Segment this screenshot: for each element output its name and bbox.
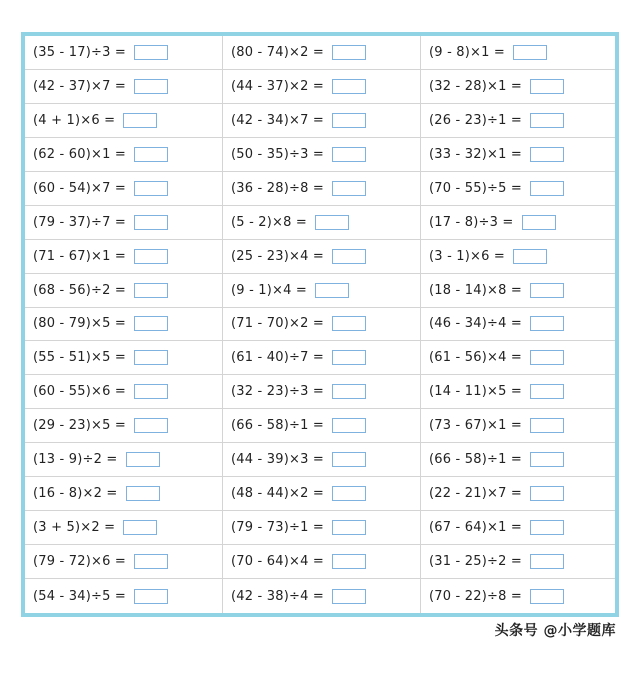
answer-box[interactable] xyxy=(332,520,366,535)
problem-cell xyxy=(223,443,421,477)
answer-box[interactable] xyxy=(332,316,366,331)
answer-box[interactable] xyxy=(315,215,349,230)
answer-box[interactable] xyxy=(530,316,564,331)
problem-expression: (9 - 8)×1 = xyxy=(429,44,506,60)
problem-expression: (79 - 73)÷1 = xyxy=(231,520,324,536)
problem-cell xyxy=(25,511,223,545)
problem-expression: (79 - 72)×6 = xyxy=(33,554,126,570)
problem-expression: (42 - 34)×7 = xyxy=(231,112,324,128)
problem-expression: (25 - 23)×4 = xyxy=(231,248,324,264)
problem-cell xyxy=(25,341,223,375)
problem-expression: (73 - 67)×1 = xyxy=(429,418,522,434)
problem-cell xyxy=(25,308,223,342)
problem-cell xyxy=(421,172,615,206)
problem-expression: (42 - 37)×7 = xyxy=(33,78,126,94)
problem-expression: (32 - 23)÷3 = xyxy=(231,384,324,400)
problem-expression: (32 - 28)×1 = xyxy=(429,78,522,94)
answer-box[interactable] xyxy=(332,79,366,94)
answer-box[interactable] xyxy=(315,283,349,298)
problem-cell xyxy=(421,477,615,511)
problem-cell xyxy=(223,341,421,375)
problem-expression: (80 - 79)×5 = xyxy=(33,316,126,332)
answer-box[interactable] xyxy=(530,520,564,535)
answer-box[interactable] xyxy=(513,249,547,264)
problem-expression: (4 + 1)×6 = xyxy=(33,112,116,128)
problem-cell xyxy=(223,172,421,206)
problem-expression: (14 - 11)×5 = xyxy=(429,384,522,400)
problem-grid xyxy=(25,36,615,613)
answer-box[interactable] xyxy=(332,113,366,128)
problem-expression: (16 - 8)×2 = xyxy=(33,486,118,502)
problem-cell xyxy=(223,545,421,579)
problem-cell xyxy=(25,375,223,409)
problem-cell xyxy=(421,443,615,477)
problem-cell xyxy=(25,138,223,172)
answer-box[interactable] xyxy=(126,452,160,467)
problem-expression: (71 - 67)×1 = xyxy=(33,248,126,264)
problem-cell xyxy=(25,240,223,274)
answer-box[interactable] xyxy=(332,147,366,162)
answer-box[interactable] xyxy=(530,554,564,569)
problem-expression: (80 - 74)×2 = xyxy=(231,44,324,60)
answer-box[interactable] xyxy=(134,350,168,365)
answer-box[interactable] xyxy=(530,350,564,365)
answer-box[interactable] xyxy=(530,283,564,298)
problem-expression: (67 - 64)×1 = xyxy=(429,520,522,536)
problem-expression: (54 - 34)÷5 = xyxy=(33,588,126,604)
problem-cell xyxy=(421,375,615,409)
problem-cell xyxy=(223,409,421,443)
problem-cell xyxy=(223,579,421,613)
problem-cell xyxy=(223,36,421,70)
answer-box[interactable] xyxy=(134,45,168,60)
problem-expression: (62 - 60)×1 = xyxy=(33,146,126,162)
problem-expression: (3 + 5)×2 = xyxy=(33,520,116,536)
answer-box[interactable] xyxy=(513,45,547,60)
problem-expression: (68 - 56)÷2 = xyxy=(33,282,126,298)
answer-box[interactable] xyxy=(332,418,366,433)
answer-box[interactable] xyxy=(530,589,564,604)
answer-box[interactable] xyxy=(134,589,168,604)
problem-expression: (70 - 55)÷5 = xyxy=(429,180,522,196)
answer-box[interactable] xyxy=(332,589,366,604)
problem-cell xyxy=(421,240,615,274)
answer-box[interactable] xyxy=(332,350,366,365)
problem-expression: (79 - 37)÷7 = xyxy=(33,214,126,230)
problem-expression: (46 - 34)÷4 = xyxy=(429,316,522,332)
problem-expression: (17 - 8)÷3 = xyxy=(429,214,514,230)
problem-expression: (31 - 25)÷2 = xyxy=(429,554,522,570)
worksheet-frame xyxy=(21,32,619,617)
answer-box[interactable] xyxy=(332,554,366,569)
problem-cell xyxy=(421,274,615,308)
answer-box[interactable] xyxy=(530,181,564,196)
problem-cell xyxy=(421,545,615,579)
problem-expression: (29 - 23)×5 = xyxy=(33,418,126,434)
problem-expression: (18 - 14)×8 = xyxy=(429,282,522,298)
answer-box[interactable] xyxy=(134,554,168,569)
answer-box[interactable] xyxy=(126,486,160,501)
problem-cell xyxy=(223,70,421,104)
answer-box[interactable] xyxy=(530,486,564,501)
problem-expression: (66 - 58)÷1 = xyxy=(231,418,324,434)
answer-box[interactable] xyxy=(522,215,556,230)
answer-box[interactable] xyxy=(530,113,564,128)
problem-cell xyxy=(421,579,615,613)
problem-cell xyxy=(223,240,421,274)
problem-expression: (55 - 51)×5 = xyxy=(33,350,126,366)
problem-expression: (26 - 23)÷1 = xyxy=(429,112,522,128)
problem-cell xyxy=(223,104,421,138)
problem-expression: (42 - 38)÷4 = xyxy=(231,588,324,604)
problem-cell xyxy=(421,36,615,70)
answer-box[interactable] xyxy=(134,384,168,399)
problem-expression: (36 - 28)÷8 = xyxy=(231,180,324,196)
problem-expression: (60 - 55)×6 = xyxy=(33,384,126,400)
problem-cell xyxy=(25,409,223,443)
problem-expression: (66 - 58)÷1 = xyxy=(429,452,522,468)
problem-cell xyxy=(223,206,421,240)
answer-box[interactable] xyxy=(332,486,366,501)
problem-cell xyxy=(25,579,223,613)
problem-expression: (61 - 40)÷7 = xyxy=(231,350,324,366)
problem-expression: (44 - 39)×3 = xyxy=(231,452,324,468)
problem-expression: (61 - 56)×4 = xyxy=(429,350,522,366)
problem-expression: (22 - 21)×7 = xyxy=(429,486,522,502)
problem-cell xyxy=(25,443,223,477)
answer-box[interactable] xyxy=(332,452,366,467)
problem-expression: (13 - 9)÷2 = xyxy=(33,452,118,468)
problem-cell xyxy=(421,104,615,138)
problem-cell xyxy=(223,308,421,342)
problem-expression: (3 - 1)×6 = xyxy=(429,248,506,264)
problem-expression: (44 - 37)×2 = xyxy=(231,78,324,94)
answer-box[interactable] xyxy=(530,384,564,399)
answer-box[interactable] xyxy=(530,79,564,94)
watermark: 头条号 @小学题库 xyxy=(494,623,616,639)
problem-cell xyxy=(421,341,615,375)
problem-expression: (9 - 1)×4 = xyxy=(231,282,308,298)
problem-cell xyxy=(25,172,223,206)
problem-cell xyxy=(421,138,615,172)
problem-cell xyxy=(421,70,615,104)
answer-box[interactable] xyxy=(134,79,168,94)
answer-box[interactable] xyxy=(123,520,157,535)
answer-box[interactable] xyxy=(134,316,168,331)
answer-box[interactable] xyxy=(123,113,157,128)
problem-expression: (70 - 64)×4 = xyxy=(231,554,324,570)
problem-expression: (5 - 2)×8 = xyxy=(231,214,308,230)
answer-box[interactable] xyxy=(134,283,168,298)
problem-expression: (50 - 35)÷3 = xyxy=(231,146,324,162)
answer-box[interactable] xyxy=(134,418,168,433)
answer-box[interactable] xyxy=(134,249,168,264)
problem-expression: (35 - 17)÷3 = xyxy=(33,44,126,60)
problem-cell xyxy=(223,138,421,172)
problem-cell xyxy=(223,511,421,545)
problem-cell xyxy=(25,274,223,308)
problem-cell xyxy=(223,274,421,308)
problem-cell xyxy=(421,409,615,443)
problem-expression: (48 - 44)×2 = xyxy=(231,486,324,502)
answer-box[interactable] xyxy=(530,452,564,467)
answer-box[interactable] xyxy=(134,147,168,162)
answer-box[interactable] xyxy=(332,249,366,264)
answer-box[interactable] xyxy=(332,181,366,196)
answer-box[interactable] xyxy=(332,384,366,399)
problem-cell xyxy=(421,511,615,545)
problem-cell xyxy=(25,545,223,579)
answer-box[interactable] xyxy=(332,45,366,60)
answer-box[interactable] xyxy=(530,147,564,162)
problem-expression: (60 - 54)×7 = xyxy=(33,180,126,196)
problem-cell xyxy=(25,104,223,138)
problem-cell xyxy=(421,206,615,240)
answer-box[interactable] xyxy=(134,215,168,230)
problem-expression: (70 - 22)÷8 = xyxy=(429,588,522,604)
problem-expression: (33 - 32)×1 = xyxy=(429,146,522,162)
problem-cell xyxy=(421,308,615,342)
problem-expression: (71 - 70)×2 = xyxy=(231,316,324,332)
problem-cell xyxy=(223,477,421,511)
problem-cell xyxy=(25,70,223,104)
answer-box[interactable] xyxy=(134,181,168,196)
problem-cell xyxy=(25,477,223,511)
problem-cell xyxy=(25,36,223,70)
problem-cell xyxy=(25,206,223,240)
problem-cell xyxy=(223,375,421,409)
answer-box[interactable] xyxy=(530,418,564,433)
